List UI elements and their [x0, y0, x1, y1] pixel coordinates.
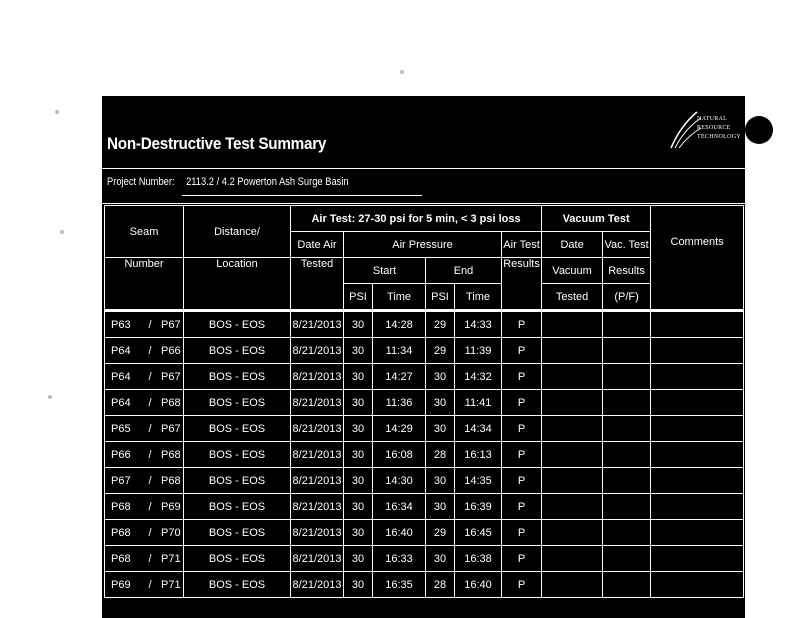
- end-psi-cell: 30: [426, 546, 455, 572]
- distance-header: Distance/: [184, 206, 291, 258]
- start-psi-cell: 30: [344, 364, 373, 390]
- start-psi-cell: 30: [344, 442, 373, 468]
- seam-part: /: [148, 318, 152, 331]
- result-cell: P: [502, 572, 542, 598]
- date-cell: 8/21/2013: [291, 416, 344, 442]
- seam-part: /: [148, 578, 152, 591]
- date-vacuum-cell: [542, 546, 603, 572]
- seam-part: /: [148, 474, 152, 487]
- seam-part: P67: [161, 370, 181, 383]
- date-vacuum-cell: [542, 311, 603, 338]
- date-air-header: Date Air: [291, 232, 344, 258]
- end-psi-cell: 29: [426, 520, 455, 546]
- seam-part: /: [148, 552, 152, 565]
- logo-line: TECHNOLOGY: [697, 134, 741, 140]
- start-psi-cell: 30: [344, 494, 373, 520]
- project-line: [107, 176, 349, 188]
- seam-part: P71: [161, 578, 181, 591]
- comments-cell: [651, 390, 744, 416]
- start-psi-cell: 30: [344, 416, 373, 442]
- end-header: End: [426, 258, 502, 284]
- date-cell: 8/21/2013: [291, 442, 344, 468]
- air-pressure-header: Air Pressure: [344, 232, 502, 258]
- table-row: [105, 338, 744, 364]
- vac-result-cell: [603, 390, 651, 416]
- end-psi-cell: 30: [426, 416, 455, 442]
- end-psi-cell: 30: [426, 494, 455, 520]
- result-cell: P: [502, 416, 542, 442]
- start-psi-cell: 30: [344, 468, 373, 494]
- end-time-cell: 14:33: [455, 311, 502, 338]
- seam-part: P68: [111, 526, 131, 539]
- date-vacuum-header-cont: Vacuum: [542, 258, 603, 284]
- date-cell: 8/21/2013: [291, 546, 344, 572]
- start-time-cell: 11:34: [373, 338, 426, 364]
- end-time-cell: 16:13: [455, 442, 502, 468]
- logo-line: NATURAL: [697, 116, 728, 122]
- result-cell: P: [502, 442, 542, 468]
- end-time-cell: 14:32: [455, 364, 502, 390]
- start-time-cell: 16:34: [373, 494, 426, 520]
- seam-part: P64: [111, 370, 131, 383]
- seam-part: P69: [161, 500, 181, 513]
- seam-part: P69: [111, 578, 131, 591]
- end-psi-cell: 29: [426, 338, 455, 364]
- project-underline: [182, 195, 422, 196]
- start-time-header: Time: [373, 284, 426, 311]
- location-cell: BOS - EOS: [184, 338, 291, 364]
- vac-result-cell: [603, 311, 651, 338]
- seam-cell: [105, 338, 184, 364]
- date-vacuum-cell: [542, 520, 603, 546]
- project-number-label: Project Number:: [107, 176, 175, 188]
- seam-part: P66: [161, 344, 181, 357]
- vac-result-header: Vac. Test: [603, 232, 651, 258]
- comments-cell: [651, 572, 744, 598]
- location-cell: BOS - EOS: [184, 311, 291, 338]
- seam-part: P68: [111, 500, 131, 513]
- start-time-cell: 16:40: [373, 520, 426, 546]
- seam-cell: [105, 468, 184, 494]
- date-vacuum-cell: [542, 338, 603, 364]
- table-row: [105, 520, 744, 546]
- start-psi-cell: 30: [344, 390, 373, 416]
- end-time-header: Time: [455, 284, 502, 311]
- vacuum-test-group-header: Vacuum Test: [542, 206, 651, 232]
- logo-line: RESOURCE: [697, 125, 731, 131]
- seam-cell: [105, 442, 184, 468]
- date-cell: 8/21/2013: [291, 390, 344, 416]
- result-cell: P: [502, 546, 542, 572]
- comments-cell: [651, 416, 744, 442]
- table-row: [105, 546, 744, 572]
- end-time-cell: 16:40: [455, 572, 502, 598]
- seam-cell: [105, 416, 184, 442]
- vac-result-cell: [603, 442, 651, 468]
- date-cell: 8/21/2013: [291, 364, 344, 390]
- start-header: Start: [344, 258, 426, 284]
- seam-header-cont: Number: [105, 258, 184, 311]
- result-cell: P: [502, 338, 542, 364]
- page-title: Non-Destructive Test Summary: [107, 134, 327, 153]
- comments-cell: [651, 442, 744, 468]
- scan-speck: [55, 110, 59, 114]
- scan-blot: [745, 116, 773, 144]
- location-cell: BOS - EOS: [184, 442, 291, 468]
- company-logo: [667, 104, 742, 152]
- date-vacuum-header-tested: Tested: [542, 284, 603, 311]
- location-cell: BOS - EOS: [184, 364, 291, 390]
- date-vacuum-cell: [542, 416, 603, 442]
- project-divider: [102, 203, 745, 204]
- seam-cell: [105, 572, 184, 598]
- date-cell: 8/21/2013: [291, 311, 344, 338]
- seam-cell: [105, 520, 184, 546]
- comments-cell: [651, 546, 744, 572]
- comments-header: Comments: [651, 206, 744, 311]
- seam-part: P68: [111, 552, 131, 565]
- location-cell: BOS - EOS: [184, 416, 291, 442]
- air-test-group-header: Air Test: 27-30 psi for 5 min, < 3 psi loss: [291, 206, 542, 232]
- seam-part: P71: [161, 552, 181, 565]
- start-time-cell: 14:29: [373, 416, 426, 442]
- project-number-value: 2113.2 / 4.2 Powerton Ash Surge Basin: [186, 176, 349, 188]
- date-cell: 8/21/2013: [291, 338, 344, 364]
- air-result-header-cont: Results: [502, 258, 542, 311]
- table-row: [105, 311, 744, 338]
- vac-result-cell: [603, 494, 651, 520]
- seam-cell: [105, 390, 184, 416]
- date-vacuum-cell: [542, 364, 603, 390]
- vac-result-cell: [603, 416, 651, 442]
- seam-part: /: [148, 422, 152, 435]
- seam-part: /: [148, 448, 152, 461]
- seam-part: P65: [111, 422, 131, 435]
- seam-header: Seam: [105, 206, 184, 258]
- end-psi-cell: 28: [426, 572, 455, 598]
- location-cell: BOS - EOS: [184, 520, 291, 546]
- end-time-cell: 11:39: [455, 338, 502, 364]
- vac-result-cell: [603, 520, 651, 546]
- distance-header-cont: Location: [184, 258, 291, 311]
- comments-cell: [651, 338, 744, 364]
- vac-result-header-pf: (P/F): [603, 284, 651, 311]
- seam-part: /: [148, 344, 152, 357]
- table-row: [105, 416, 744, 442]
- table-row: [105, 468, 744, 494]
- seam-part: P67: [161, 422, 181, 435]
- header-row: [105, 206, 744, 232]
- seam-part: /: [148, 500, 152, 513]
- end-time-cell: 14:34: [455, 416, 502, 442]
- date-cell: 8/21/2013: [291, 494, 344, 520]
- logo-text: [697, 115, 741, 142]
- result-cell: P: [502, 390, 542, 416]
- location-cell: BOS - EOS: [184, 468, 291, 494]
- scan-speck: [48, 395, 52, 399]
- seam-part: P68: [161, 448, 181, 461]
- date-vacuum-header: Date: [542, 232, 603, 258]
- air-result-header: Air Test: [502, 232, 542, 258]
- vac-result-header-cont: Results: [603, 258, 651, 284]
- result-cell: P: [502, 311, 542, 338]
- table-row: [105, 364, 744, 390]
- header-row: [105, 258, 744, 284]
- date-cell: 8/21/2013: [291, 468, 344, 494]
- seam-part: /: [148, 526, 152, 539]
- seam-part: P68: [161, 474, 181, 487]
- seam-cell: [105, 546, 184, 572]
- start-time-cell: 16:35: [373, 572, 426, 598]
- result-cell: P: [502, 494, 542, 520]
- start-psi-cell: 30: [344, 338, 373, 364]
- comments-cell: [651, 520, 744, 546]
- vac-result-cell: [603, 468, 651, 494]
- scan-speck: [400, 70, 404, 74]
- result-cell: P: [502, 520, 542, 546]
- location-cell: BOS - EOS: [184, 546, 291, 572]
- table-body: [105, 311, 744, 598]
- date-air-header-cont: Tested: [291, 258, 344, 311]
- end-time-cell: 14:35: [455, 468, 502, 494]
- seam-part: /: [148, 396, 152, 409]
- location-cell: BOS - EOS: [184, 572, 291, 598]
- location-cell: BOS - EOS: [184, 390, 291, 416]
- date-vacuum-cell: [542, 468, 603, 494]
- start-time-cell: 11:36: [373, 390, 426, 416]
- comments-cell: [651, 468, 744, 494]
- start-psi-cell: 30: [344, 572, 373, 598]
- date-cell: 8/21/2013: [291, 520, 344, 546]
- start-psi-cell: 30: [344, 311, 373, 338]
- date-cell: 8/21/2013: [291, 572, 344, 598]
- vac-result-cell: [603, 338, 651, 364]
- end-time-cell: 16:39: [455, 494, 502, 520]
- table-row: [105, 442, 744, 468]
- seam-part: P70: [161, 526, 181, 539]
- seam-part: P64: [111, 344, 131, 357]
- start-time-cell: 14:28: [373, 311, 426, 338]
- end-time-cell: 16:38: [455, 546, 502, 572]
- comments-cell: [651, 494, 744, 520]
- table-row: [105, 494, 744, 520]
- end-psi-header: PSI: [426, 284, 455, 311]
- date-vacuum-cell: [542, 442, 603, 468]
- start-time-cell: 14:30: [373, 468, 426, 494]
- seam-cell: [105, 311, 184, 338]
- start-time-cell: 16:08: [373, 442, 426, 468]
- seam-part: P63: [111, 318, 131, 331]
- end-psi-cell: 30: [426, 468, 455, 494]
- table-row: [105, 572, 744, 598]
- seam-part: P66: [111, 448, 131, 461]
- test-summary-table: [104, 205, 744, 598]
- vac-result-cell: [603, 364, 651, 390]
- seam-cell: [105, 494, 184, 520]
- end-psi-cell: 29: [426, 311, 455, 338]
- start-psi-header: PSI: [344, 284, 373, 311]
- test-summary-sheet: [102, 96, 745, 618]
- start-time-cell: 14:27: [373, 364, 426, 390]
- start-psi-cell: 30: [344, 520, 373, 546]
- seam-part: /: [148, 370, 152, 383]
- date-vacuum-cell: [542, 572, 603, 598]
- start-psi-cell: 30: [344, 546, 373, 572]
- date-vacuum-cell: [542, 494, 603, 520]
- result-cell: P: [502, 468, 542, 494]
- seam-part: P67: [111, 474, 131, 487]
- end-time-cell: 11:41: [455, 390, 502, 416]
- title-divider: [102, 168, 745, 169]
- seam-cell: [105, 364, 184, 390]
- start-time-cell: 16:33: [373, 546, 426, 572]
- end-psi-cell: 28: [426, 442, 455, 468]
- end-time-cell: 16:45: [455, 520, 502, 546]
- date-vacuum-cell: [542, 390, 603, 416]
- end-psi-cell: 30: [426, 364, 455, 390]
- seam-part: P64: [111, 396, 131, 409]
- comments-cell: [651, 364, 744, 390]
- vac-result-cell: [603, 546, 651, 572]
- location-cell: BOS - EOS: [184, 494, 291, 520]
- vac-result-cell: [603, 572, 651, 598]
- seam-part: P67: [161, 318, 181, 331]
- table-row: [105, 390, 744, 416]
- scan-speck: [60, 230, 64, 234]
- result-cell: P: [502, 364, 542, 390]
- end-psi-cell: 30: [426, 390, 455, 416]
- seam-part: P68: [161, 396, 181, 409]
- comments-cell: [651, 311, 744, 338]
